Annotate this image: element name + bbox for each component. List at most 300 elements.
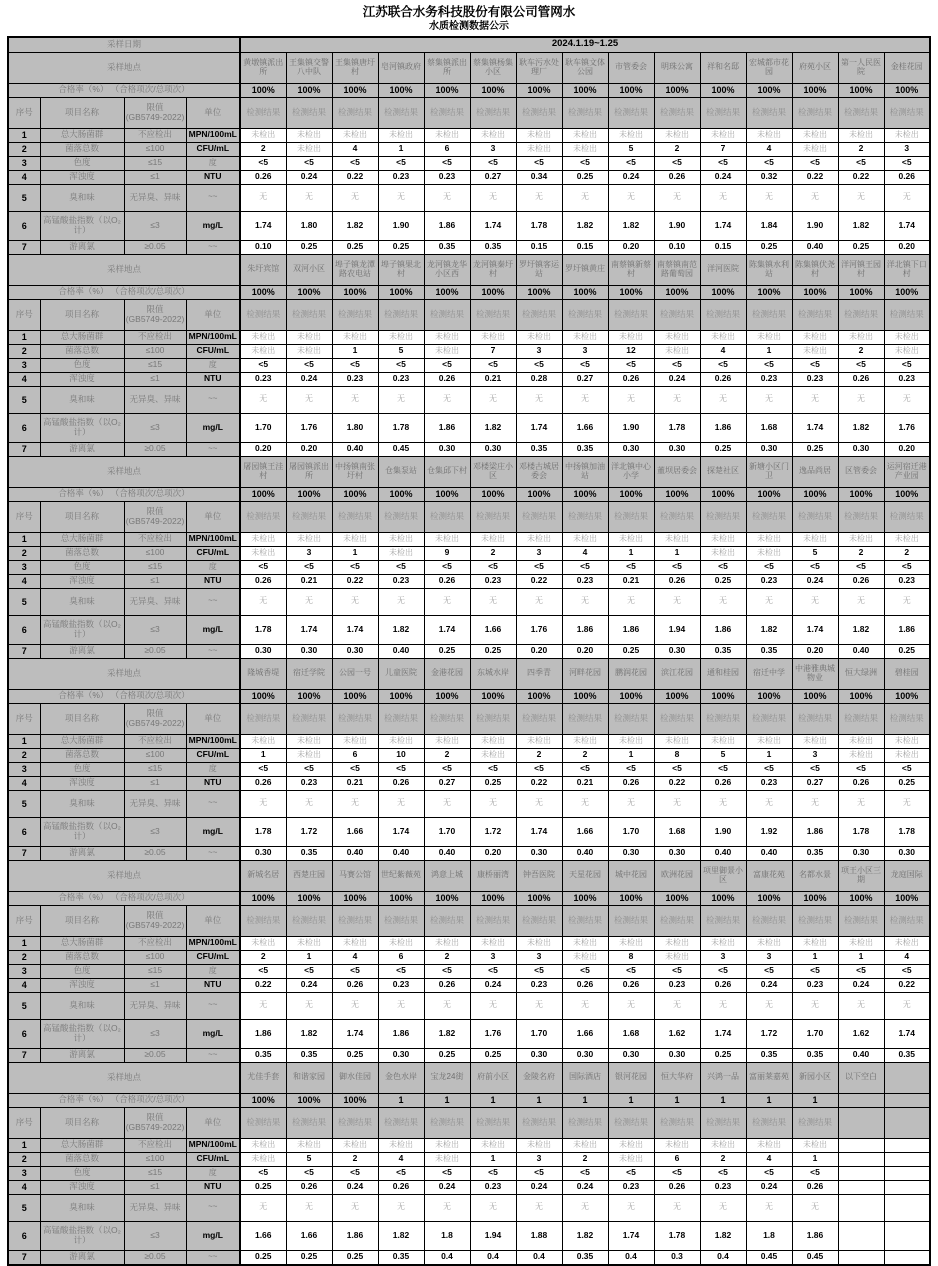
value-cell: <5 — [378, 560, 424, 574]
value-cell: 0.30 — [562, 1048, 608, 1062]
item-unit-cell: ~~ — [186, 240, 240, 254]
value-cell: 未检出 — [240, 936, 286, 950]
value-cell: 未检出 — [424, 1152, 470, 1166]
value-cell: 0.40 — [792, 240, 838, 254]
value-cell: 无 — [792, 790, 838, 817]
value-cell: <5 — [746, 358, 792, 372]
result-header-cell: 检测结果 — [332, 905, 378, 936]
value-cell: 无 — [792, 992, 838, 1019]
value-cell: 4 — [884, 950, 930, 964]
value-cell: 0.32 — [746, 170, 792, 184]
item-header-cell: 项目名称 — [40, 97, 124, 128]
value-cell: 无 — [286, 790, 332, 817]
item-unit-cell: ~~ — [186, 386, 240, 413]
value-cell: 无 — [378, 992, 424, 1019]
limit-header-cell: 限值 (GB5749-2022) — [124, 905, 186, 936]
location-name-cell: 以下空白 — [838, 1062, 884, 1093]
value-cell: 0.25 — [608, 644, 654, 658]
value-cell: <5 — [654, 560, 700, 574]
value-cell: 0.27 — [792, 776, 838, 790]
location-name-cell: 蔡集镇派出所 — [424, 52, 470, 83]
value-cell: 1.78 — [654, 413, 700, 442]
pass-rate-cell: 100% — [608, 689, 654, 703]
value-cell: 0.27 — [424, 776, 470, 790]
value-cell: 未检出 — [746, 128, 792, 142]
item-unit-cell: NTU — [186, 776, 240, 790]
pass-rate-cell: 100% — [746, 487, 792, 501]
value-cell: <5 — [332, 964, 378, 978]
value-cell — [838, 1138, 884, 1152]
location-name-cell: 和谐家园 — [286, 1062, 332, 1093]
item-header-cell: 项目名称 — [40, 501, 124, 532]
value-cell: 未检出 — [562, 734, 608, 748]
pass-rate-cell: 100% — [516, 891, 562, 905]
location-label-cell: 采样地点 — [8, 1062, 240, 1093]
location-name-cell: 罗圩镇黄庄 — [562, 254, 608, 285]
result-header-cell: 检测结果 — [286, 501, 332, 532]
value-cell: 1.88 — [516, 1221, 562, 1250]
item-unit-cell: NTU — [186, 170, 240, 184]
seq-cell: 2 — [8, 748, 40, 762]
item-unit-cell: ~~ — [186, 1194, 240, 1221]
value-cell: 1.76 — [470, 1019, 516, 1048]
value-cell: <5 — [746, 1166, 792, 1180]
value-cell: <5 — [792, 156, 838, 170]
value-cell: 未检出 — [884, 734, 930, 748]
item-name-cell: 总大肠菌群 — [40, 128, 124, 142]
value-cell: 未检出 — [286, 142, 332, 156]
value-cell: 0.25 — [240, 1180, 286, 1194]
result-header-cell: 检测结果 — [470, 905, 516, 936]
value-cell: 未检出 — [792, 344, 838, 358]
value-cell: <5 — [378, 156, 424, 170]
value-cell: 1.78 — [378, 413, 424, 442]
value-cell: 1.8 — [424, 1221, 470, 1250]
value-cell: <5 — [516, 762, 562, 776]
value-cell: 1.66 — [562, 817, 608, 846]
limit-header-cell: 限值 (GB5749-2022) — [124, 501, 186, 532]
value-cell: 未检出 — [286, 734, 332, 748]
value-cell: 1.94 — [654, 615, 700, 644]
value-cell: 未检出 — [516, 330, 562, 344]
value-cell — [884, 1250, 930, 1265]
value-cell: 1.74 — [608, 1221, 654, 1250]
value-cell: 3 — [562, 344, 608, 358]
value-cell: 1 — [378, 142, 424, 156]
value-cell: 1 — [746, 344, 792, 358]
value-cell: 未检出 — [240, 1152, 286, 1166]
value-cell: 1.74 — [332, 615, 378, 644]
value-cell: 未检出 — [424, 128, 470, 142]
result-header-cell: 检测结果 — [608, 97, 654, 128]
item-unit-cell: MPN/100mL — [186, 128, 240, 142]
value-cell: 0.35 — [516, 442, 562, 456]
result-header-cell: 检测结果 — [654, 501, 700, 532]
value-cell: 未检出 — [286, 748, 332, 762]
value-cell: 未检出 — [838, 532, 884, 546]
pass-rate-cell: 1 — [700, 1093, 746, 1107]
value-cell: 0.26 — [424, 574, 470, 588]
pass-rate-cell: 100% — [838, 487, 884, 501]
seq-cell: 2 — [8, 1152, 40, 1166]
value-cell: 0.20 — [562, 644, 608, 658]
value-cell: 0.24 — [286, 170, 332, 184]
item-name-cell: 菌落总数 — [40, 1152, 124, 1166]
location-name-cell: 恒大绿洲 — [838, 658, 884, 689]
value-cell: 1.86 — [700, 615, 746, 644]
pass-rate-cell: 100% — [884, 891, 930, 905]
item-limit-cell: 不应检出 — [124, 936, 186, 950]
result-header-cell: 检测结果 — [240, 703, 286, 734]
value-cell: 1.82 — [746, 615, 792, 644]
pass-rate-cell: 100% — [792, 487, 838, 501]
value-cell: 0.40 — [838, 644, 884, 658]
value-cell: 0.21 — [286, 574, 332, 588]
item-name-cell: 浑浊度 — [40, 776, 124, 790]
water-quality-table — [7, 36, 931, 1266]
value-cell: <5 — [884, 964, 930, 978]
pass-rate-cell: 1 — [378, 1093, 424, 1107]
result-header-cell: 检测结果 — [516, 703, 562, 734]
location-name-cell: 宏城都市花园 — [746, 52, 792, 83]
value-cell: 0.26 — [700, 978, 746, 992]
item-name-cell: 总大肠菌群 — [40, 936, 124, 950]
value-cell: 未检出 — [240, 546, 286, 560]
item-name-cell: 游离氯 — [40, 240, 124, 254]
result-header-cell: 检测结果 — [516, 905, 562, 936]
pass-rate-label-cell: 合格率（%） （合格项次/总项次） — [8, 891, 240, 905]
value-cell — [838, 1166, 884, 1180]
pass-rate-label-cell: 合格率（%） （合格项次/总项次） — [8, 689, 240, 703]
value-cell: 5 — [286, 1152, 332, 1166]
item-unit-cell: MPN/100mL — [186, 1138, 240, 1152]
result-header-cell: 检测结果 — [746, 1107, 792, 1138]
value-cell: 4 — [746, 1152, 792, 1166]
value-cell: <5 — [838, 560, 884, 574]
value-cell: 无 — [608, 588, 654, 615]
value-cell: 无 — [516, 386, 562, 413]
value-cell: 0.26 — [240, 170, 286, 184]
seq-cell: 7 — [8, 240, 40, 254]
value-cell: <5 — [654, 1166, 700, 1180]
value-cell: 未检出 — [424, 936, 470, 950]
value-cell: <5 — [378, 964, 424, 978]
value-cell: 无 — [332, 992, 378, 1019]
item-limit-cell: 无异臭、异味 — [124, 790, 186, 817]
value-cell: 1.72 — [746, 1019, 792, 1048]
value-cell: 无 — [424, 386, 470, 413]
value-cell: <5 — [470, 762, 516, 776]
seq-cell: 5 — [8, 184, 40, 211]
value-cell: 0.23 — [470, 574, 516, 588]
value-cell: 0.30 — [654, 644, 700, 658]
location-name-cell: 鹏润花园 — [608, 658, 654, 689]
location-name-cell: 御水佳园 — [332, 1062, 378, 1093]
item-unit-cell: mg/L — [186, 817, 240, 846]
location-name-cell: 皂河镇政府 — [378, 52, 424, 83]
location-name-cell: 恒大华府 — [654, 1062, 700, 1093]
value-cell: 2 — [424, 748, 470, 762]
value-cell: 0.30 — [608, 1048, 654, 1062]
section-5 — [8, 860, 930, 1062]
value-cell: 6 — [654, 1152, 700, 1166]
value-cell: 无 — [424, 992, 470, 1019]
value-cell: 未检出 — [608, 330, 654, 344]
result-header-cell: 检测结果 — [746, 905, 792, 936]
value-cell: 未检出 — [286, 344, 332, 358]
location-name-cell: 金色水岸 — [378, 1062, 424, 1093]
value-cell: 无 — [654, 1194, 700, 1221]
value-cell: 未检出 — [608, 734, 654, 748]
value-cell: 未检出 — [240, 344, 286, 358]
value-cell: <5 — [378, 762, 424, 776]
pass-rate-cell: 100% — [884, 487, 930, 501]
location-name-cell: 公园一号 — [332, 658, 378, 689]
pass-rate-cell: 100% — [562, 83, 608, 97]
value-cell: 未检出 — [470, 1138, 516, 1152]
item-unit-cell: MPN/100mL — [186, 532, 240, 546]
location-name-cell: 第一人民医院 — [838, 52, 884, 83]
location-name-cell: 兴鸿一品 — [700, 1062, 746, 1093]
value-cell: 3 — [516, 344, 562, 358]
item-name-cell: 总大肠菌群 — [40, 1138, 124, 1152]
value-cell: 0.35 — [700, 644, 746, 658]
value-cell: 1 — [332, 546, 378, 560]
value-cell: 无 — [516, 1194, 562, 1221]
value-cell: 未检出 — [700, 734, 746, 748]
location-name-cell: 龙河镇秦圩村 — [470, 254, 516, 285]
result-header-cell: 检测结果 — [286, 97, 332, 128]
value-cell: 未检出 — [470, 532, 516, 546]
item-limit-cell: ≤15 — [124, 964, 186, 978]
location-name-cell: 国际酒店 — [562, 1062, 608, 1093]
value-cell: 无 — [746, 1194, 792, 1221]
item-unit-cell: CFU/mL — [186, 950, 240, 964]
value-cell: 1.82 — [286, 1019, 332, 1048]
value-cell: <5 — [378, 1166, 424, 1180]
value-cell: 3 — [516, 1152, 562, 1166]
result-header-cell: 检测结果 — [332, 299, 378, 330]
value-cell: 0.26 — [240, 776, 286, 790]
value-cell: <5 — [792, 762, 838, 776]
value-cell: 0.25 — [470, 644, 516, 658]
value-cell: 1.86 — [884, 615, 930, 644]
value-cell: 未检出 — [286, 330, 332, 344]
value-cell: 0.21 — [332, 776, 378, 790]
value-cell: 1.74 — [240, 211, 286, 240]
value-cell: 0.45 — [792, 1250, 838, 1265]
value-cell: <5 — [792, 1166, 838, 1180]
value-cell: 4 — [562, 546, 608, 560]
value-cell: 0.24 — [516, 1180, 562, 1194]
item-name-cell: 色度 — [40, 964, 124, 978]
result-header-cell: 检测结果 — [470, 703, 516, 734]
value-cell: 0.30 — [654, 846, 700, 860]
pass-rate-label-cell: 合格率（%） （合格项次/总项次） — [8, 83, 240, 97]
result-header-cell: 检测结果 — [332, 1107, 378, 1138]
value-cell: 未检出 — [746, 546, 792, 560]
location-name-cell: 仓集泵站 — [378, 456, 424, 487]
location-name-cell: 屠园镇派出所 — [286, 456, 332, 487]
item-name-cell: 臭和味 — [40, 992, 124, 1019]
value-cell: 0.26 — [838, 776, 884, 790]
section-4 — [8, 658, 930, 860]
value-cell: <5 — [470, 156, 516, 170]
value-cell: 未检出 — [838, 330, 884, 344]
value-cell: <5 — [286, 156, 332, 170]
value-cell: 0.35 — [562, 442, 608, 456]
pass-rate-cell: 100% — [424, 285, 470, 299]
value-cell: 1.74 — [700, 1019, 746, 1048]
value-cell: 1.78 — [884, 817, 930, 846]
value-cell: 0.23 — [240, 372, 286, 386]
result-header-cell: 检测结果 — [654, 703, 700, 734]
value-cell: 未检出 — [286, 128, 332, 142]
pass-rate-cell: 100% — [240, 285, 286, 299]
value-cell: 0.22 — [884, 978, 930, 992]
value-cell: 0.45 — [746, 1250, 792, 1265]
value-cell — [838, 1221, 884, 1250]
value-cell: 0.26 — [654, 1180, 700, 1194]
value-cell: 未检出 — [884, 330, 930, 344]
item-name-cell: 高锰酸盐指数（以O₂计） — [40, 1019, 124, 1048]
pass-rate-cell: 100% — [608, 285, 654, 299]
value-cell: <5 — [700, 156, 746, 170]
value-cell: 0.35 — [286, 846, 332, 860]
item-limit-cell: ≤15 — [124, 156, 186, 170]
value-cell: 未检出 — [516, 128, 562, 142]
value-cell: 0.35 — [378, 1250, 424, 1265]
value-cell: 未检出 — [884, 936, 930, 950]
value-cell: 8 — [608, 950, 654, 964]
result-header-cell: 检测结果 — [424, 703, 470, 734]
value-cell: 0.26 — [700, 776, 746, 790]
location-name-cell: 富丽莱嘉苑 — [746, 1062, 792, 1093]
item-unit-cell: ~~ — [186, 992, 240, 1019]
value-cell: 0.30 — [516, 1048, 562, 1062]
value-cell — [838, 1250, 884, 1265]
location-name-cell: 朱圩宾馆 — [240, 254, 286, 285]
seq-cell: 2 — [8, 142, 40, 156]
pass-rate-cell: 100% — [286, 285, 332, 299]
value-cell: 1.90 — [608, 413, 654, 442]
value-cell: 未检出 — [332, 734, 378, 748]
value-cell: 1.76 — [516, 615, 562, 644]
value-cell: 0.20 — [608, 240, 654, 254]
value-cell: 0.23 — [792, 978, 838, 992]
seq-header-cell: 序号 — [8, 501, 40, 532]
value-cell: 0.26 — [378, 1180, 424, 1194]
item-limit-cell: ≥0.05 — [124, 644, 186, 658]
value-cell: 2 — [516, 748, 562, 762]
value-cell: 未检出 — [654, 950, 700, 964]
location-name-cell: 王集镇唐圩村 — [332, 52, 378, 83]
value-cell: <5 — [608, 964, 654, 978]
item-name-cell: 浑浊度 — [40, 978, 124, 992]
result-header-cell: 检测结果 — [838, 501, 884, 532]
value-cell: 0.27 — [470, 170, 516, 184]
pass-rate-cell: 100% — [792, 689, 838, 703]
value-cell: 0.30 — [838, 846, 884, 860]
value-cell: 0.40 — [746, 846, 792, 860]
seq-cell: 3 — [8, 358, 40, 372]
value-cell: 3 — [746, 950, 792, 964]
value-cell: 未检出 — [792, 936, 838, 950]
value-cell: 0.10 — [654, 240, 700, 254]
value-cell: <5 — [516, 156, 562, 170]
item-unit-cell: CFU/mL — [186, 546, 240, 560]
value-cell: 无 — [562, 790, 608, 817]
location-name-cell: 钟吾医院 — [516, 860, 562, 891]
value-cell: 未检出 — [792, 1138, 838, 1152]
value-cell: 0.30 — [654, 442, 700, 456]
result-header-cell: 检测结果 — [838, 97, 884, 128]
location-name-cell: 金港花园 — [424, 658, 470, 689]
value-cell: 3 — [516, 950, 562, 964]
value-cell: 无 — [792, 1194, 838, 1221]
pass-rate-cell: 100% — [746, 891, 792, 905]
value-cell: 未检出 — [654, 532, 700, 546]
result-header-cell: 检测结果 — [838, 299, 884, 330]
location-name-cell: 府苑小区 — [792, 52, 838, 83]
value-cell: 1 — [286, 950, 332, 964]
item-unit-cell: 度 — [186, 1166, 240, 1180]
value-cell: 0.20 — [884, 442, 930, 456]
value-cell: 0.35 — [562, 1250, 608, 1265]
pass-rate-cell: 100% — [240, 83, 286, 97]
value-cell: 0.30 — [516, 846, 562, 860]
value-cell: 0.35 — [746, 1048, 792, 1062]
value-cell: 0.25 — [700, 1048, 746, 1062]
value-cell: 未检出 — [746, 1138, 792, 1152]
result-header-cell: 检测结果 — [884, 299, 930, 330]
item-name-cell: 高锰酸盐指数（以O₂计） — [40, 615, 124, 644]
result-header-cell: 检测结果 — [792, 905, 838, 936]
value-cell: 1.70 — [424, 817, 470, 846]
item-limit-cell: ≥0.05 — [124, 240, 186, 254]
value-cell: 2 — [838, 142, 884, 156]
value-cell: 1.82 — [562, 211, 608, 240]
value-cell: 2 — [838, 344, 884, 358]
value-cell: 无 — [332, 790, 378, 817]
pass-rate-cell: 100% — [700, 83, 746, 97]
seq-cell: 4 — [8, 170, 40, 184]
value-cell: <5 — [746, 762, 792, 776]
result-header-cell: 检测结果 — [792, 1107, 838, 1138]
value-cell: 0.25 — [838, 240, 884, 254]
location-name-cell: 祥和名邸 — [700, 52, 746, 83]
value-cell: 0.26 — [654, 574, 700, 588]
value-cell: <5 — [424, 1166, 470, 1180]
result-header-cell: 检测结果 — [332, 97, 378, 128]
pass-rate-cell: 100% — [516, 83, 562, 97]
item-unit-cell: CFU/mL — [186, 344, 240, 358]
value-cell: <5 — [792, 964, 838, 978]
value-cell: <5 — [332, 156, 378, 170]
value-cell: 0.40 — [424, 846, 470, 860]
value-cell: 无 — [700, 992, 746, 1019]
value-cell: <5 — [332, 358, 378, 372]
seq-cell: 4 — [8, 1180, 40, 1194]
item-unit-cell: CFU/mL — [186, 748, 240, 762]
value-cell: 0.21 — [562, 776, 608, 790]
pass-rate-cell: 100% — [240, 891, 286, 905]
item-name-cell: 总大肠菌群 — [40, 330, 124, 344]
pass-rate-cell — [838, 1093, 884, 1107]
value-cell: <5 — [838, 358, 884, 372]
value-cell: 无 — [240, 992, 286, 1019]
item-limit-cell: ≤1 — [124, 574, 186, 588]
